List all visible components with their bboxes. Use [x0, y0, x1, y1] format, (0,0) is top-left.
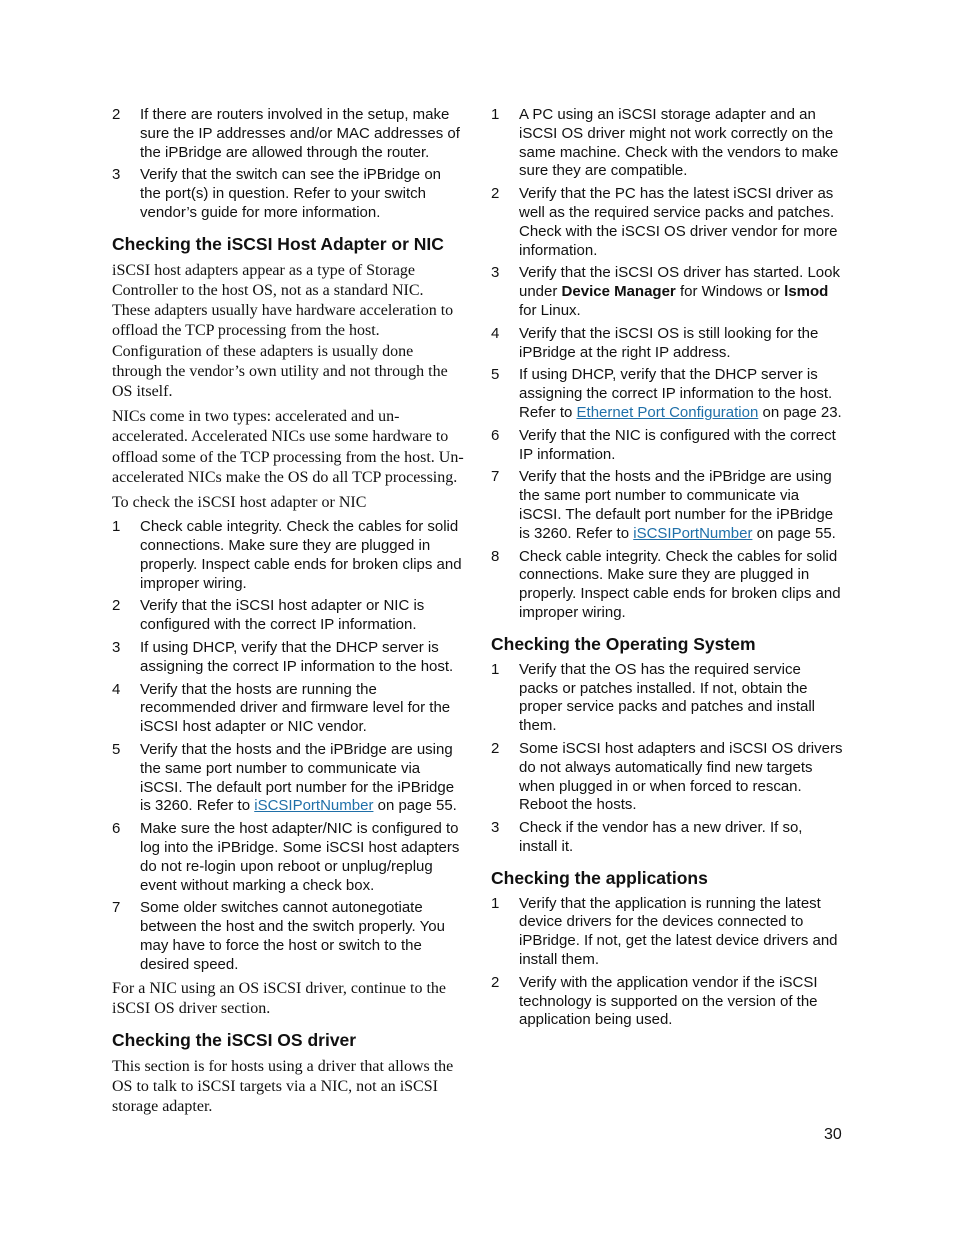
item-text: Verify that the OS has the required service packs or patches installed. If not, obtain the proper service packs and patches and install them. [519, 660, 816, 735]
paragraph: NICs come in two types: accelerated and un-accelerated. Accelerated NICs use some hardware to offload some of the TCP processing from the host. Un-accelerated NICs make the OS do all TCP processing. [112, 408, 464, 486]
section-heading-operating-system: Checking the Operating System [491, 633, 756, 654]
text-segment: Verify that the hosts and the iPBridge are using the same port number to communicate via iSCSI. The default port number for the iPBridge is 3260. Refer to [519, 468, 834, 542]
item-number: 3 [112, 166, 121, 184]
item-number: 6 [491, 426, 500, 444]
item-number: 3 [491, 264, 500, 282]
item-text: Check cable integrity. Check the cables for solid connections. Make sure they are plugged in properly. Inspect cable ends for broken clips and improper wiring. [519, 547, 841, 621]
item-number: 5 [112, 740, 121, 758]
section-heading-os-driver: Checking the iSCSI OS driver [112, 1029, 357, 1050]
item-text [519, 468, 843, 543]
list-item [491, 185, 843, 260]
item-text: Verify that the iSCSI OS is still looking for the iPBridge at the right IP address. [519, 324, 819, 361]
list-item [491, 819, 843, 857]
item-number: 8 [491, 547, 500, 565]
page-number: 30 [824, 1126, 842, 1143]
item-number: 1 [112, 518, 121, 536]
item-text [519, 366, 843, 422]
item-text: Check if the vendor has a new driver. If so, install it. [519, 819, 803, 855]
item-number: 2 [112, 106, 121, 123]
item-number: 1 [491, 660, 500, 678]
list-item [112, 681, 464, 737]
left-column [112, 106, 464, 1123]
item-number: 2 [491, 185, 500, 203]
text-segment: for Linux. [519, 301, 581, 319]
item-number: 3 [112, 639, 121, 656]
right-column [491, 106, 843, 1034]
list-item [491, 974, 843, 1030]
item-text: Check cable integrity. Check the cables for solid connections. Make sure they are plugged in properly. Inspect cable ends for broken clips and improper wiring. [140, 518, 462, 592]
bold-term: lsmod [784, 283, 829, 301]
text-segment: for Windows or [675, 283, 785, 301]
iscsi-port-number-link[interactable]: iSCSIPortNumber [633, 524, 753, 542]
text-segment: on page 23. [758, 403, 842, 421]
list-item [112, 518, 464, 593]
item-number: 1 [491, 894, 500, 912]
paragraph: To check the iSCSI host adapter or NIC [112, 494, 367, 512]
list-item [491, 468, 843, 543]
list-item [112, 639, 464, 677]
list-item [112, 166, 464, 222]
list-item [491, 325, 843, 363]
item-number: 7 [112, 899, 121, 917]
item-number: 5 [491, 366, 500, 384]
item-text: Verify that the NIC is configured with the correct IP information. [519, 426, 836, 463]
item-text: Verify that the application is running the latest device drivers for the devices connected to iPBridge. If not, get the latest device drivers and install them. [519, 894, 838, 969]
item-number: 4 [491, 324, 500, 342]
list-item [491, 264, 843, 320]
list-item [491, 895, 843, 970]
iscsi-port-number-link[interactable]: iSCSIPortNumber [254, 797, 374, 815]
text-segment: Verify that the hosts and the iPBridge are using the same port number to communicate via iSCSI. The default port number for the iPBridge is 3260. Refer to [140, 740, 455, 815]
list-item [491, 366, 843, 422]
item-text: Some older switches cannot autonegotiate between the host and the switch properly. You may have to force the host or switch to the desired speed. [140, 899, 445, 973]
item-number: 2 [112, 597, 121, 615]
item-number: 2 [491, 973, 500, 991]
paragraph: For a NIC using an OS iSCSI driver, continue to the iSCSI OS driver section. [112, 979, 446, 1017]
item-text [519, 264, 843, 320]
item-number: 6 [112, 820, 121, 838]
text-segment: Verify that the iSCSI OS driver has started. Look under [519, 264, 840, 301]
section-heading-host-adapter: Checking the iSCSI Host Adapter or NIC [112, 233, 444, 254]
ethernet-port-configuration-link[interactable]: Ethernet Port Configuration [576, 403, 759, 421]
list-item [491, 548, 843, 623]
item-number: 3 [491, 819, 500, 837]
item-text [140, 741, 464, 816]
list-item [112, 597, 464, 635]
item-number: 2 [491, 739, 500, 757]
list-item [112, 899, 464, 974]
list-item [491, 106, 843, 181]
item-text: Verify that the PC has the latest iSCSI driver as well as the required service packs and patches. Check with the iSCSI OS driver vendor for more information. [519, 185, 838, 259]
item-text: Some iSCSI host adapters and iSCSI OS drivers do not always automatically find new targets when plugged in or when forced to rescan. Reboot the hosts. [519, 739, 843, 814]
text-segment: If using DHCP, verify that the DHCP server is assigning the correct IP information to the host. Refer to [519, 366, 833, 421]
list-item [112, 820, 464, 895]
text-segment: on page 55. [373, 797, 457, 815]
item-text: Verify with the application vendor if the iSCSI technology is supported on the version of the application being used. [519, 973, 818, 1029]
item-text: A PC using an iSCSI storage adapter and an iSCSI OS driver might not work correctly on the same machine. Check with the vendors to make sure they are compatible. [519, 106, 839, 180]
item-text: Make sure the host adapter/NIC is configured to log into the iPBridge. Some iSCSI host adapters do not re-login upon reboot or unplug/replug event without marking a check box. [140, 820, 460, 894]
paragraph: iSCSI host adapters appear as a type of Storage Controller to the host OS, not as a standard NIC. These adapters usually have hardware acceleration to offload the TCP processing from the host. Configuration of these adapters is usually done through the vendor’s own utility and not through the OS itself. [112, 261, 454, 400]
list-item [112, 741, 464, 816]
item-number: 7 [491, 468, 500, 486]
item-number: 1 [491, 106, 500, 123]
item-text: If using DHCP, verify that the DHCP server is assigning the correct IP information to the host. [140, 639, 454, 675]
item-text: If there are routers involved in the setup, make sure the IP addresses and/or MAC addresses of the iPBridge are allowed through the router. [140, 106, 460, 161]
item-text: Verify that the hosts are running the recommended driver and firmware level for the iSCSI host adapter or NIC vendor. [140, 680, 451, 736]
text-segment: on page 55. [752, 524, 836, 542]
item-text: Verify that the iSCSI host adapter or NIC is configured with the correct IP information. [140, 597, 425, 634]
bold-term: Device Manager [561, 283, 676, 301]
list-item [491, 661, 843, 736]
list-item [112, 106, 464, 162]
list-item [491, 427, 843, 465]
paragraph: This section is for hosts using a driver that allows the OS to talk to iSCSI targets via a NIC, not an iSCSI storage adapter. [112, 1057, 454, 1116]
item-text: Verify that the switch can see the iPBridge on the port(s) in question. Refer to your switch vendor’s guide for more information. [140, 166, 442, 221]
section-heading-applications: Checking the applications [491, 867, 708, 888]
list-item [491, 740, 843, 815]
item-number: 4 [112, 680, 121, 698]
